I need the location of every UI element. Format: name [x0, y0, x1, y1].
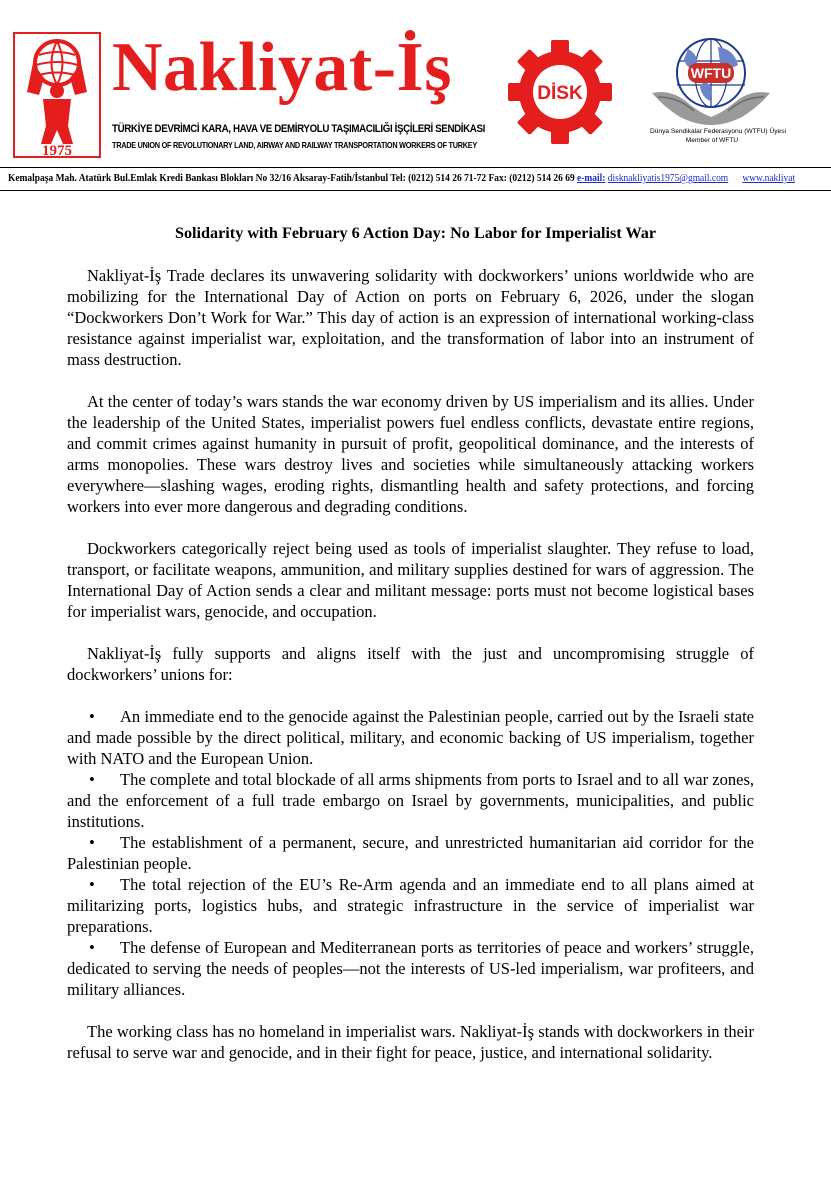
list-item: • The defense of European and Mediterranean ports as territories of peace and workers’ struggle, dedicated to serving the needs of peoples—not the interests of US-led imperialism, war profiteers, and military alliances. [67, 937, 754, 1000]
paragraph-intro: Nakliyat-İş Trade declares its unwavering solidarity with dockworkers’ unions worldwide who are mobilizing for the International Day of Action on ports on February 6, 2026, under the slogan “Dockworkers Don’t Work for War.” This day of action is an expression of international working-class resistance against imperialist war, exploitation, and the transformation of labor into an instrument of mass destruction. [67, 266, 754, 369]
contact-address: Kemalpaşa Mah. Atatürk Bul.Emlak Kredi Bankası Blokları No 32/16 Aksaray-Fatih/İstanbul Tel: (0212) 514 26 71-72 Fax: (0212) 514 26 69 [8, 172, 575, 184]
union-name: Nakliyat-İş [112, 29, 452, 106]
union-emblem-logo [13, 32, 101, 158]
list-item: • The total rejection of the EU’s Re-Arm agenda and an immediate end to all plans aimed at militarizing ports, logistics hubs, and strategic infrastructure in the service of imperialist war preparations. [67, 874, 754, 937]
demands-list [67, 706, 754, 1000]
email-link[interactable]: disknakliyatis1975@gmail.com [607, 172, 729, 184]
website-link[interactable]: www.nakliyat [742, 172, 796, 184]
contact-line [8, 171, 795, 185]
list-item: • An immediate end to the genocide against the Palestinian people, carried out by the Israeli state and made possible by the direct political, military, and economic backing of US imperialism, together with NATO and the European Union. [67, 706, 754, 769]
disk-gear-logo [505, 37, 615, 147]
paragraph-dockworkers: Dockworkers categorically reject being used as tools of imperialist slaughter. They refuse to load, transport, or facilitate weapons, ammunition, and military supplies destined for wars of aggression. The International Day of Action sends a clear and militant message: ports must not become logistical bases for imperialist wars, genocide, and occupation. [67, 539, 754, 621]
union-subtitle-turkish: TÜRKİYE DEVRİMCİ KARA, HAVA VE DEMİRYOLU TAŞIMACILIĞI İŞÇİLERİ SENDİKASI [112, 123, 485, 135]
paragraph-war-economy: At the center of today’s wars stands the war economy driven by US imperialism and its allies. Under the leadership of the United States, imperialist powers fuel endless conflicts, devastate entire regions, and commit crimes against humanity in pursuit of profit, geopolitical dominance, and the interests of arms monopolies. These wars destroy lives and societies while simultaneously attacking workers everywhere—slashing wages, eroding rights, dismantling health and safety protections, and forcing workers into ever more dangerous and degrading conditions. [67, 392, 754, 516]
emblem-year: 1975 [42, 143, 72, 158]
list-item: • The complete and total blockade of all arms shipments from ports to Israel and to all war zones, and the enforcement of a full trade embargo on Israel by governments, municipalities, and public institutions. [67, 769, 754, 832]
contact-bar [0, 167, 831, 191]
list-item: • The establishment of a permanent, secure, and unrestricted humanitarian aid corridor for the Palestinian people. [67, 832, 754, 874]
wftu-globe-logo [648, 35, 774, 127]
wftu-label: WFTU [690, 65, 732, 81]
document-title: Solidarity with February 6 Action Day: No Labor for Imperialist War [174, 224, 657, 242]
union-subtitle-english: TRADE UNION OF REVOLUTIONARY LAND, AIRWAY AND RAILWAY TRANSPORTATION WORKERS OF TURKEY [112, 140, 477, 150]
wftu-membership-turkish: Dünya Sendikalar Federasyonu (WTFU) Üyesi [650, 128, 786, 135]
paragraph-support: Nakliyat-İş fully supports and aligns itself with the just and uncompromising struggle of dockworkers’ unions for: [67, 644, 754, 684]
wftu-membership-english: Member of WFTU [685, 137, 739, 144]
email-label: e-mail: [577, 172, 606, 184]
disk-label: DİSK [537, 83, 583, 104]
document-body [67, 265, 754, 1084]
paragraph-closing: The working class has no homeland in imperialist wars. Nakliyat-İş stands with dockworkers in their refusal to serve war and genocide, and in their fight for peace, justice, and international solidarity. [67, 1022, 754, 1062]
